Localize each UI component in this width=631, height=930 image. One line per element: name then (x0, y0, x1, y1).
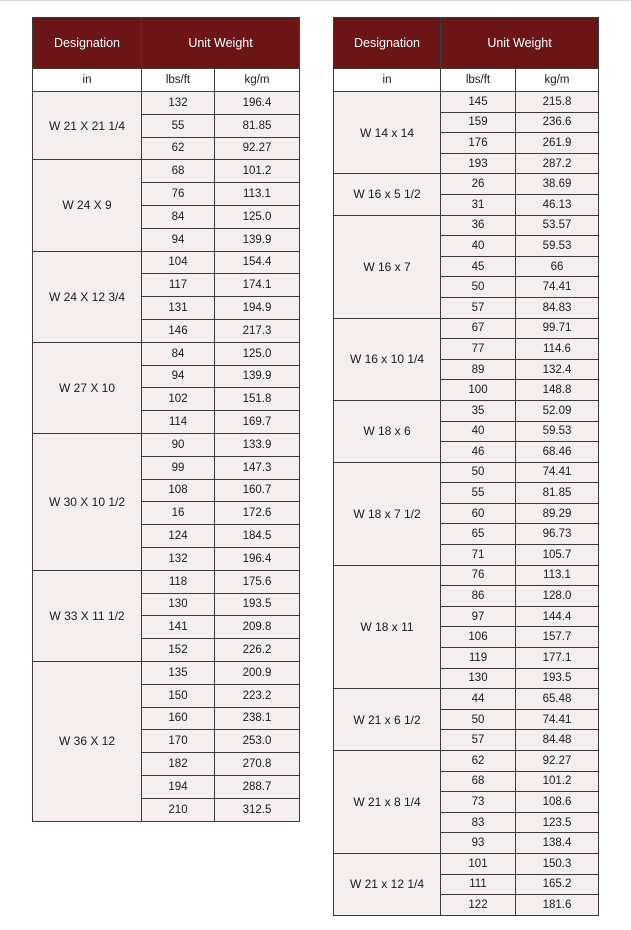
kg-per-m-cell: 193.5 (516, 668, 599, 689)
lbs-per-ft-cell: 124 (142, 525, 215, 548)
lbs-per-ft-cell: 60 (441, 503, 516, 524)
unit-weight-table-left (32, 17, 300, 822)
kg-per-m-cell: 113.1 (516, 565, 599, 586)
lbs-per-ft-cell: 132 (142, 92, 215, 115)
table-row (33, 92, 300, 115)
top-divider (0, 0, 631, 1)
table-row (33, 661, 300, 684)
kg-per-m-cell: 157.7 (516, 627, 599, 648)
lbs-per-ft-cell: 119 (441, 648, 516, 669)
kg-per-m-cell: 177.1 (516, 648, 599, 669)
kg-per-m-cell: 169.7 (215, 411, 300, 434)
kg-per-m-cell: 74.41 (516, 277, 599, 298)
kg-per-m-cell: 147.3 (215, 456, 300, 479)
kg-per-m-cell: 150.3 (516, 853, 599, 874)
lbs-per-ft-cell: 90 (142, 433, 215, 456)
lbs-per-ft-cell: 170 (142, 730, 215, 753)
unit-weight-header: Unit Weight (142, 18, 300, 69)
kg-per-m-cell: 151.8 (215, 388, 300, 411)
lbs-per-ft-unit: lbs/ft (441, 69, 516, 92)
kg-per-m-cell: 209.8 (215, 616, 300, 639)
kg-per-m-cell: 81.85 (516, 483, 599, 504)
kg-per-m-cell: 196.4 (215, 92, 300, 115)
lbs-per-ft-cell: 36 (441, 215, 516, 236)
designation-cell: W 21 x 8 1/4 (334, 751, 441, 854)
lbs-per-ft-cell: 46 (441, 442, 516, 463)
kg-per-m-cell: 312.5 (215, 798, 300, 821)
kg-per-m-cell: 288.7 (215, 775, 300, 798)
designation-cell: W 21 x 6 1/2 (334, 689, 441, 751)
kg-per-m-cell: 89.29 (516, 503, 599, 524)
kg-per-m-cell: 125.0 (215, 205, 300, 228)
lbs-per-ft-cell: 118 (142, 570, 215, 593)
lbs-per-ft-cell: 93 (441, 833, 516, 854)
designation-cell: W 16 x 5 1/2 (334, 174, 441, 215)
lbs-per-ft-cell: 50 (441, 462, 516, 483)
kg-per-m-cell: 139.9 (215, 365, 300, 388)
lbs-per-ft-cell: 84 (142, 205, 215, 228)
lbs-per-ft-cell: 84 (142, 342, 215, 365)
designation-cell: W 18 x 7 1/2 (334, 462, 441, 565)
lbs-per-ft-cell: 40 (441, 236, 516, 257)
kg-per-m-cell: 84.48 (516, 730, 599, 751)
lbs-per-ft-cell: 26 (441, 174, 516, 195)
lbs-per-ft-cell: 94 (142, 228, 215, 251)
lbs-per-ft-cell: 44 (441, 689, 516, 710)
kg-per-m-cell: 223.2 (215, 684, 300, 707)
lbs-per-ft-cell: 68 (142, 160, 215, 183)
kg-per-m-cell: 96.73 (516, 524, 599, 545)
table-row (334, 92, 599, 113)
lbs-per-ft-cell: 130 (142, 593, 215, 616)
kg-per-m-cell: 238.1 (215, 707, 300, 730)
lbs-per-ft-cell: 71 (441, 545, 516, 566)
designation-cell: W 24 X 12 3/4 (33, 251, 142, 342)
kg-per-m-cell: 53.57 (516, 215, 599, 236)
kg-per-m-cell: 132.4 (516, 359, 599, 380)
lbs-per-ft-cell: 57 (441, 297, 516, 318)
lbs-per-ft-cell: 35 (441, 400, 516, 421)
lbs-per-ft-cell: 100 (441, 380, 516, 401)
kg-per-m-cell: 236.6 (516, 112, 599, 133)
designation-cell: W 24 X 9 (33, 160, 142, 251)
designation-cell: W 27 X 10 (33, 342, 142, 433)
lbs-per-ft-cell: 16 (142, 502, 215, 525)
table-row (33, 342, 300, 365)
lbs-per-ft-cell: 62 (142, 137, 215, 160)
kg-per-m-unit: kg/m (516, 69, 599, 92)
kg-per-m-cell: 114.6 (516, 339, 599, 360)
lbs-per-ft-cell: 160 (142, 707, 215, 730)
table-row (334, 462, 599, 483)
kg-per-m-cell: 68.46 (516, 442, 599, 463)
designation-cell: W 33 X 11 1/2 (33, 570, 142, 661)
kg-per-m-unit: kg/m (215, 69, 300, 92)
kg-per-m-cell: 92.27 (516, 751, 599, 772)
kg-per-m-cell: 101.2 (516, 771, 599, 792)
kg-per-m-cell: 196.4 (215, 547, 300, 570)
lbs-per-ft-cell: 57 (441, 730, 516, 751)
kg-per-m-cell: 287.2 (516, 153, 599, 174)
table-row (334, 565, 599, 586)
kg-per-m-cell: 108.6 (516, 792, 599, 813)
lbs-per-ft-cell: 50 (441, 277, 516, 298)
lbs-per-ft-cell: 67 (441, 318, 516, 339)
kg-per-m-cell: 253.0 (215, 730, 300, 753)
kg-per-m-cell: 194.9 (215, 297, 300, 320)
lbs-per-ft-cell: 104 (142, 251, 215, 274)
lbs-per-ft-cell: 141 (142, 616, 215, 639)
lbs-per-ft-cell: 150 (142, 684, 215, 707)
designation-cell: W 21 X 21 1/4 (33, 92, 142, 160)
unit-weight-table-right (333, 17, 599, 916)
lbs-per-ft-cell: 194 (142, 775, 215, 798)
kg-per-m-cell: 101.2 (215, 160, 300, 183)
kg-per-m-cell: 133.9 (215, 433, 300, 456)
table-row (334, 751, 599, 772)
kg-per-m-cell: 38.69 (516, 174, 599, 195)
designation-cell: W 30 X 10 1/2 (33, 433, 142, 570)
lbs-per-ft-cell: 40 (441, 421, 516, 442)
kg-per-m-cell: 181.6 (516, 895, 599, 916)
designation-cell: W 21 x 12 1/4 (334, 853, 441, 915)
kg-per-m-cell: 139.9 (215, 228, 300, 251)
lbs-per-ft-cell: 31 (441, 194, 516, 215)
kg-per-m-cell: 99.71 (516, 318, 599, 339)
lbs-per-ft-cell: 50 (441, 709, 516, 730)
lbs-per-ft-cell: 97 (441, 606, 516, 627)
designation-unit: in (33, 69, 142, 92)
lbs-per-ft-cell: 132 (142, 547, 215, 570)
kg-per-m-cell: 92.27 (215, 137, 300, 160)
kg-per-m-cell: 270.8 (215, 753, 300, 776)
table-row (334, 400, 599, 421)
lbs-per-ft-cell: 131 (142, 297, 215, 320)
lbs-per-ft-cell: 76 (441, 565, 516, 586)
unit-weight-header: Unit Weight (441, 18, 599, 69)
kg-per-m-cell: 175.6 (215, 570, 300, 593)
designation-cell: W 16 x 10 1/4 (334, 318, 441, 400)
lbs-per-ft-cell: 62 (441, 751, 516, 772)
kg-per-m-cell: 84.83 (516, 297, 599, 318)
kg-per-m-cell: 128.0 (516, 586, 599, 607)
designation-cell: W 16 x 7 (334, 215, 441, 318)
table-row (334, 174, 599, 195)
lbs-per-ft-cell: 94 (142, 365, 215, 388)
designation-unit: in (334, 69, 441, 92)
lbs-per-ft-cell: 117 (142, 274, 215, 297)
table-row (334, 215, 599, 236)
kg-per-m-cell: 138.4 (516, 833, 599, 854)
table-row (334, 318, 599, 339)
table-row (33, 433, 300, 456)
kg-per-m-cell: 125.0 (215, 342, 300, 365)
designation-header: Designation (334, 18, 441, 69)
kg-per-m-cell: 217.3 (215, 319, 300, 342)
lbs-per-ft-cell: 77 (441, 339, 516, 360)
designation-cell: W 18 x 6 (334, 400, 441, 462)
designation-cell: W 36 X 12 (33, 661, 142, 821)
kg-per-m-cell: 66 (516, 256, 599, 277)
kg-per-m-cell: 215.8 (516, 92, 599, 113)
kg-per-m-cell: 52.09 (516, 400, 599, 421)
table-row (33, 160, 300, 183)
lbs-per-ft-cell: 146 (142, 319, 215, 342)
lbs-per-ft-cell: 152 (142, 639, 215, 662)
kg-per-m-cell: 172.6 (215, 502, 300, 525)
kg-per-m-cell: 261.9 (516, 133, 599, 154)
table-row (33, 570, 300, 593)
kg-per-m-cell: 144.4 (516, 606, 599, 627)
kg-per-m-cell: 105.7 (516, 545, 599, 566)
kg-per-m-cell: 165.2 (516, 874, 599, 895)
table-row (33, 251, 300, 274)
lbs-per-ft-cell: 65 (441, 524, 516, 545)
lbs-per-ft-cell: 55 (441, 483, 516, 504)
kg-per-m-cell: 81.85 (215, 114, 300, 137)
table-row (334, 689, 599, 710)
designation-header: Designation (33, 18, 142, 69)
table-row (334, 853, 599, 874)
lbs-per-ft-cell: 101 (441, 853, 516, 874)
kg-per-m-cell: 174.1 (215, 274, 300, 297)
kg-per-m-cell: 123.5 (516, 812, 599, 833)
lbs-per-ft-cell: 45 (441, 256, 516, 277)
kg-per-m-cell: 200.9 (215, 661, 300, 684)
kg-per-m-cell: 59.53 (516, 236, 599, 257)
lbs-per-ft-cell: 210 (142, 798, 215, 821)
lbs-per-ft-cell: 114 (142, 411, 215, 434)
kg-per-m-cell: 154.4 (215, 251, 300, 274)
kg-per-m-cell: 148.8 (516, 380, 599, 401)
lbs-per-ft-unit: lbs/ft (142, 69, 215, 92)
lbs-per-ft-cell: 145 (441, 92, 516, 113)
kg-per-m-cell: 113.1 (215, 183, 300, 206)
lbs-per-ft-cell: 106 (441, 627, 516, 648)
lbs-per-ft-cell: 73 (441, 792, 516, 813)
kg-per-m-cell: 74.41 (516, 709, 599, 730)
lbs-per-ft-cell: 176 (441, 133, 516, 154)
lbs-per-ft-cell: 193 (441, 153, 516, 174)
kg-per-m-cell: 46.13 (516, 194, 599, 215)
kg-per-m-cell: 65.48 (516, 689, 599, 710)
designation-cell: W 14 x 14 (334, 92, 441, 174)
lbs-per-ft-cell: 99 (142, 456, 215, 479)
kg-per-m-cell: 59.53 (516, 421, 599, 442)
kg-per-m-cell: 193.5 (215, 593, 300, 616)
kg-per-m-cell: 160.7 (215, 479, 300, 502)
lbs-per-ft-cell: 68 (441, 771, 516, 792)
lbs-per-ft-cell: 111 (441, 874, 516, 895)
kg-per-m-cell: 184.5 (215, 525, 300, 548)
lbs-per-ft-cell: 108 (142, 479, 215, 502)
designation-cell: W 18 x 11 (334, 565, 441, 689)
lbs-per-ft-cell: 182 (142, 753, 215, 776)
lbs-per-ft-cell: 86 (441, 586, 516, 607)
lbs-per-ft-cell: 122 (441, 895, 516, 916)
lbs-per-ft-cell: 89 (441, 359, 516, 380)
kg-per-m-cell: 74.41 (516, 462, 599, 483)
lbs-per-ft-cell: 76 (142, 183, 215, 206)
lbs-per-ft-cell: 130 (441, 668, 516, 689)
lbs-per-ft-cell: 159 (441, 112, 516, 133)
lbs-per-ft-cell: 135 (142, 661, 215, 684)
lbs-per-ft-cell: 83 (441, 812, 516, 833)
lbs-per-ft-cell: 55 (142, 114, 215, 137)
kg-per-m-cell: 226.2 (215, 639, 300, 662)
lbs-per-ft-cell: 102 (142, 388, 215, 411)
